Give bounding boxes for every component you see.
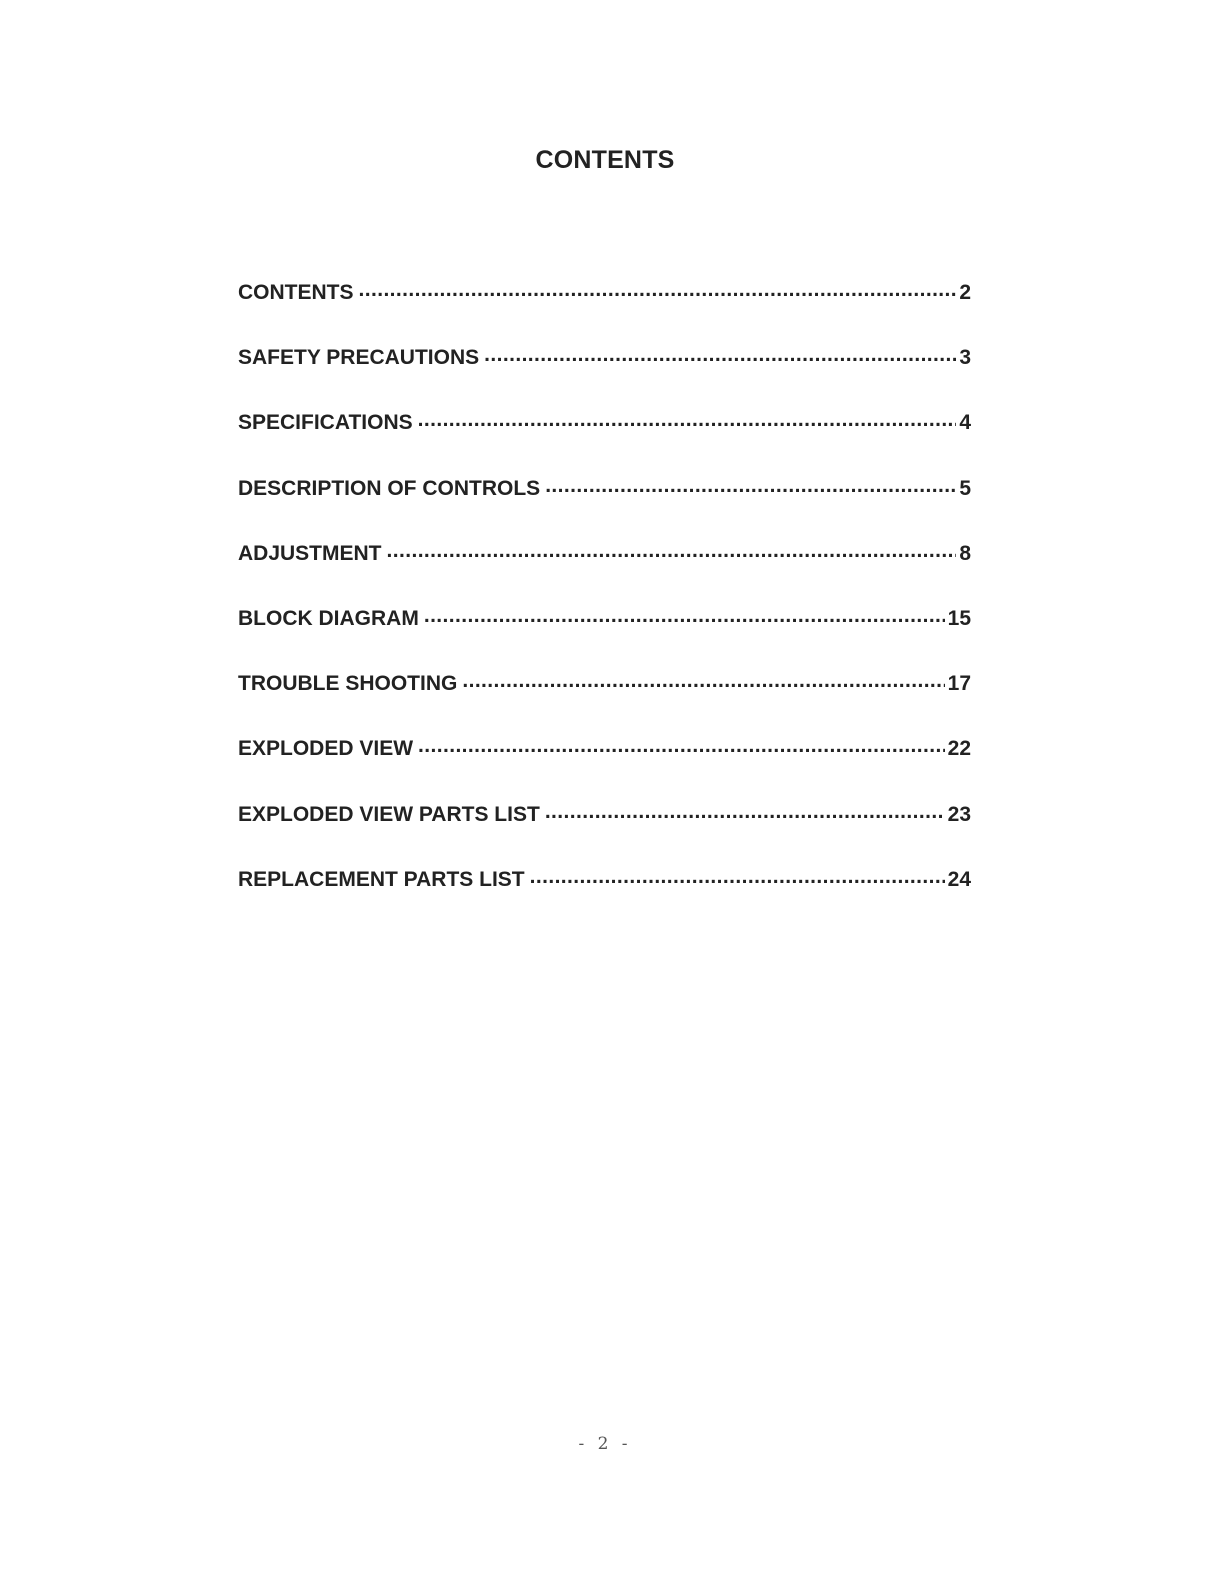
toc-entry-page: 17 bbox=[947, 672, 971, 696]
toc-entry-label: REPLACEMENT PARTS LIST bbox=[238, 867, 525, 891]
toc-entry-trouble-shooting[interactable] bbox=[238, 669, 971, 734]
toc-entry-page: 2 bbox=[959, 281, 971, 304]
toc-entry-label: SPECIFICATIONS bbox=[238, 411, 413, 435]
toc-entry-page: 24 bbox=[947, 867, 971, 891]
toc-entry-page: 15 bbox=[947, 606, 971, 630]
toc-entry-label: BLOCK DIAGRAM bbox=[238, 606, 419, 630]
dot-leader bbox=[418, 734, 945, 755]
toc-entry-description-of-controls[interactable] bbox=[238, 474, 971, 539]
toc-entry-exploded-view-parts-list[interactable] bbox=[238, 800, 971, 865]
toc-entry-safety-precautions[interactable] bbox=[238, 343, 971, 408]
toc-entry-label: EXPLODED VIEW PARTS LIST bbox=[238, 802, 540, 826]
toc-entry-page: 4 bbox=[959, 411, 971, 435]
toc-entry-page: 22 bbox=[947, 737, 971, 761]
toc-entry-page: 23 bbox=[947, 802, 971, 826]
dot-leader bbox=[424, 604, 945, 625]
toc-entry-page: 8 bbox=[959, 541, 971, 565]
toc-entry-label: CONTENTS bbox=[238, 281, 354, 304]
toc-entry-specifications[interactable] bbox=[238, 408, 971, 473]
toc-entry-contents[interactable] bbox=[238, 278, 971, 343]
toc-entry-replacement-parts-list[interactable] bbox=[238, 865, 971, 930]
dot-leader bbox=[418, 408, 957, 429]
dot-leader bbox=[359, 278, 957, 299]
toc-entry-block-diagram[interactable] bbox=[238, 604, 971, 669]
dot-leader bbox=[462, 669, 944, 690]
dot-leader bbox=[484, 343, 956, 364]
toc-entry-adjustment[interactable] bbox=[238, 539, 971, 604]
toc-entry-label: ADJUSTMENT bbox=[238, 541, 382, 565]
toc-entry-label: DESCRIPTION OF CONTROLS bbox=[238, 476, 541, 500]
page-title: CONTENTS bbox=[535, 146, 675, 174]
toc-entry-page: 5 bbox=[959, 476, 971, 500]
dot-leader bbox=[530, 865, 945, 886]
toc-entry-label: SAFETY PRECAUTIONS bbox=[238, 346, 480, 370]
dot-leader bbox=[545, 474, 956, 495]
page-number: - 2 - bbox=[578, 1434, 632, 1454]
toc-entry-label: TROUBLE SHOOTING bbox=[238, 672, 458, 696]
dot-leader bbox=[545, 800, 945, 821]
toc-entry-page: 3 bbox=[959, 346, 971, 370]
table-of-contents bbox=[238, 278, 971, 930]
toc-entry-label: EXPLODED VIEW bbox=[238, 737, 414, 761]
dot-leader bbox=[387, 539, 957, 560]
toc-entry-exploded-view[interactable] bbox=[238, 734, 971, 799]
